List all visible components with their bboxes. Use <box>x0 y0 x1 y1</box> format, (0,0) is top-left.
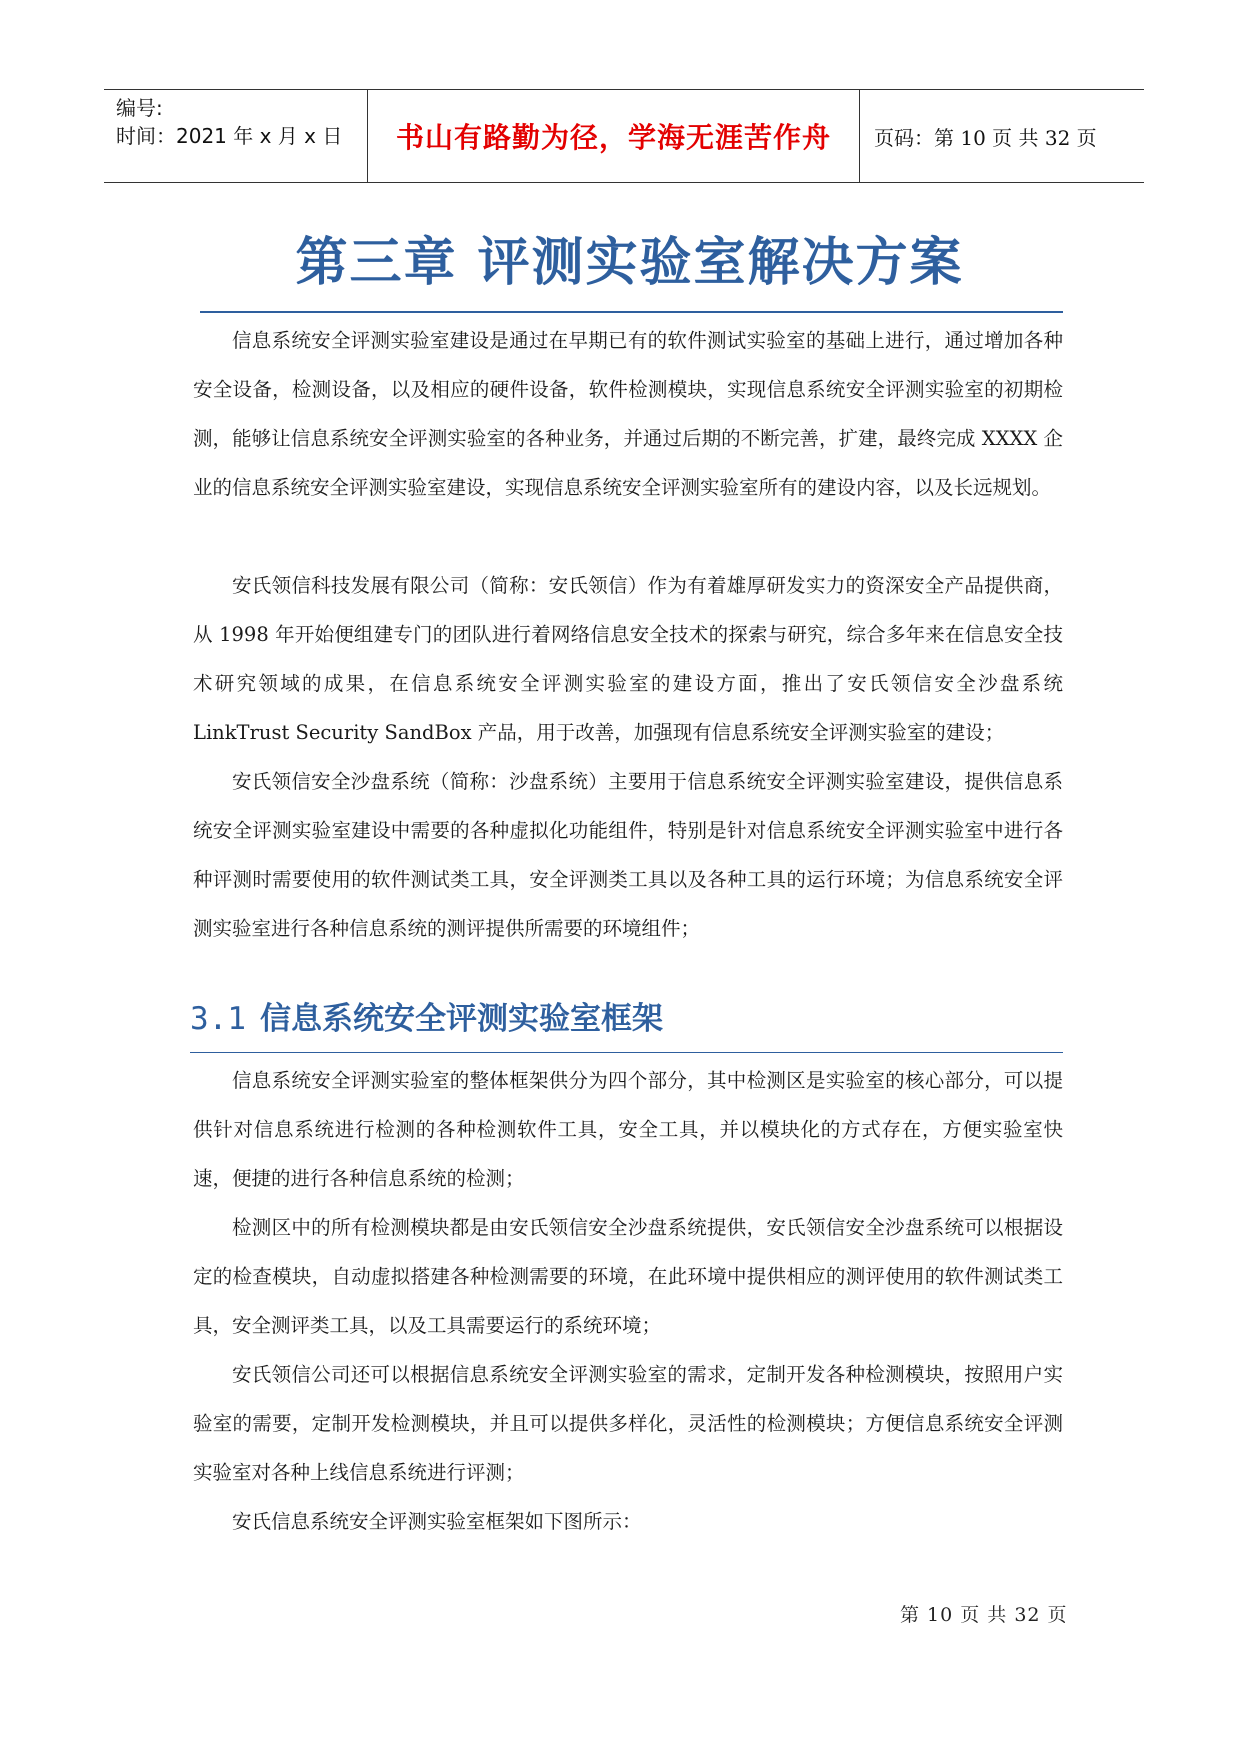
section-paragraph-2: 检测区中的所有检测模块都是由安氏领信安全沙盘系统提供，安氏领信安全沙盘系统可以根据设定的检查模块，自动虚拟搭建各种检测需要的环境，在此环境中提供相应的测评使用的软件测试类工具，安全测评类工具，以及工具需要运行的系统环境； <box>193 1216 1063 1337</box>
chapter-divider <box>200 311 1063 313</box>
section-paragraph-3: 安氏领信公司还可以根据信息系统安全评测实验室的需求，定制开发各种检测模块，按照用户实验室的需要，定制开发检测模块，并且可以提供多样化，灵活性的检测模块；方便信息系统安全评测实验室对各种上线信息系统进行评测； <box>193 1363 1063 1484</box>
intro-paragraph-1: 信息系统安全评测实验室建设是通过在早期已有的软件测试实验室的基础上进行，通过增加各种安全设备，检测设备，以及相应的硬件设备，软件检测模块，实现信息系统安全评测实验室的初期检测，能够让信息系统安全评测实验室的各种业务，并通过后期的不断完善，扩建，最终完成 XXXX 企业的信息系统安全评测实验室建设，实现信息系统安全评测实验室所有的建设内容，以及长远规划。 <box>193 329 1063 499</box>
intro-paragraph-3: 安氏领信安全沙盘系统（简称：沙盘系统）主要用于信息系统安全评测实验室建设，提供信息系统安全评测实验室建设中需要的各种虚拟化功能组件，特别是针对信息系统安全评测实验室中进行各种评测时需要使用的软件测试类工具，安全评测类工具以及各种工具的运行环境；为信息系统安全评测实验室进行各种信息系统的测评提供所需要的环境组件； <box>193 770 1063 940</box>
section-paragraph-4: 安氏信息系统安全评测实验室框架如下图所示： <box>232 1510 642 1533</box>
intro-paragraph-2: 安氏领信科技发展有限公司（简称：安氏领信）作为有着雄厚研发实力的资深安全产品提供商，从 1998 年开始便组建专门的团队进行着网络信息安全技术的探索与研究，综合多年来在信息安全技术研究领域的成果，在信息系统安全评测实验室的建设方面，推出了安氏领信安全沙盘系统 LinkTrust Security SandBox 产品，用于改善，加强现有信息系统安全评测实验室的建设； <box>193 574 1063 744</box>
chapter-title: 第三章 评测实验室解决方案 <box>295 232 964 293</box>
section-divider <box>190 1052 1063 1053</box>
header-page-info: 页码：第 10 页 共 32 页 <box>874 125 1097 150</box>
section-title: 信息系统安全评测实验室框架 <box>260 1001 663 1037</box>
page-header <box>104 89 1144 183</box>
section-heading <box>190 993 663 1038</box>
page-footer: 第 10 页 共 32 页 <box>900 1604 1068 1626</box>
section-paragraph-1: 信息系统安全评测实验室的整体框架供分为四个部分，其中检测区是实验室的核心部分，可以提供针对信息系统进行检测的各种检测软件工具，安全工具，并以模块化的方式存在，方便实验室快速，便捷的进行各种信息系统的检测； <box>193 1069 1063 1190</box>
header-number-label: 编号: <box>116 96 163 120</box>
header-motto: 书山有路勤为径，学海无涯苦作舟 <box>368 90 860 182</box>
section-number: 3.1 <box>190 1001 246 1037</box>
header-time-label: 时间：2021 年 x 月 x 日 <box>116 124 343 148</box>
header-meta <box>104 90 368 182</box>
